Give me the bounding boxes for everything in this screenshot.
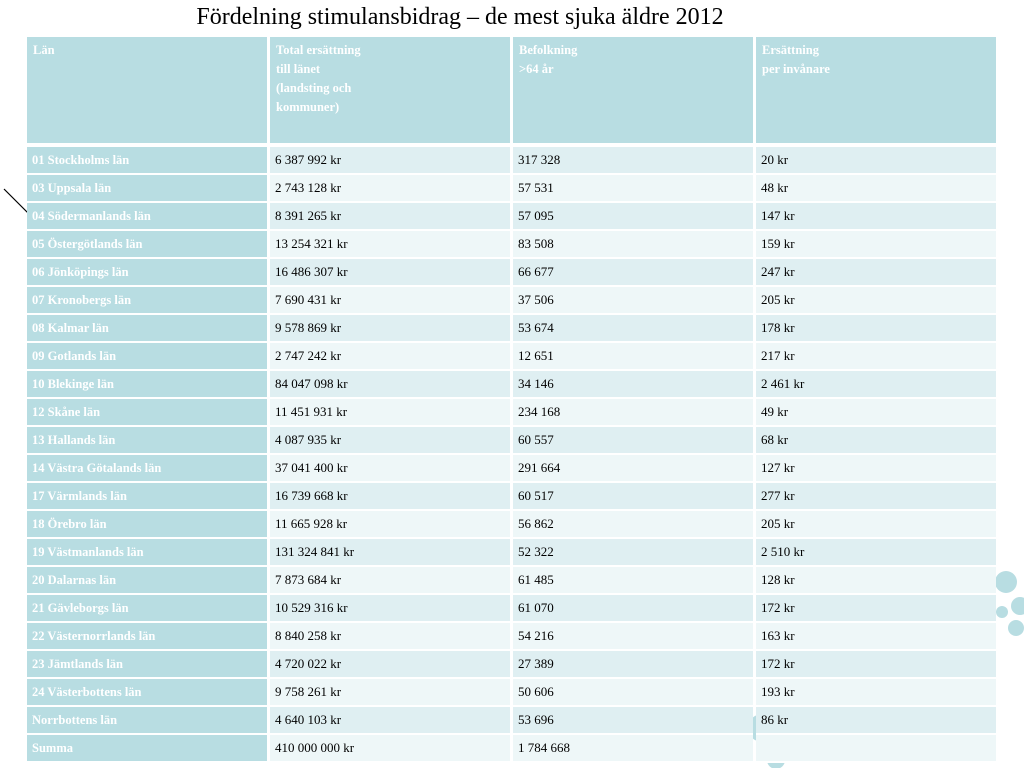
cell-befolkning: 54 216 — [513, 623, 753, 651]
table-row — [27, 735, 996, 763]
cell-befolkning: 50 606 — [513, 679, 753, 707]
cell-befolkning: 1 784 668 — [513, 735, 753, 763]
cell-total: 131 324 841 kr — [270, 539, 510, 567]
cell-lan: 24 Västerbottens län — [27, 679, 267, 707]
cell-lan: 10 Blekinge län — [27, 371, 267, 399]
cell-befolkning: 53 674 — [513, 315, 753, 343]
column-header-total — [270, 37, 510, 147]
table-row — [27, 287, 996, 315]
cell-lan: 13 Hallands län — [27, 427, 267, 455]
cell-lan: 03 Uppsala län — [27, 175, 267, 203]
header-line: Län — [33, 43, 55, 57]
cell-befolkning: 291 664 — [513, 455, 753, 483]
table-row — [27, 147, 996, 175]
cell-total: 11 665 928 kr — [270, 511, 510, 539]
cell-lan: 06 Jönköpings län — [27, 259, 267, 287]
cell-befolkning: 57 531 — [513, 175, 753, 203]
cell-per-invanare: 205 kr — [756, 511, 996, 539]
cell-lan: 04 Södermanlands län — [27, 203, 267, 231]
header-line: per invånare — [762, 62, 830, 76]
cell-per-invanare: 217 kr — [756, 343, 996, 371]
cell-lan: 21 Gävleborgs län — [27, 595, 267, 623]
cell-per-invanare: 172 kr — [756, 651, 996, 679]
cell-per-invanare: 163 kr — [756, 623, 996, 651]
cell-lan: 17 Värmlands län — [27, 483, 267, 511]
cell-lan: 12 Skåne län — [27, 399, 267, 427]
cell-lan: 22 Västernorrlands län — [27, 623, 267, 651]
cell-per-invanare: 193 kr — [756, 679, 996, 707]
column-header-per-invanare — [756, 37, 996, 147]
cell-befolkning: 60 517 — [513, 483, 753, 511]
cell-lan: 18 Örebro län — [27, 511, 267, 539]
header-line: Ersättning — [762, 43, 819, 57]
cell-befolkning: 57 095 — [513, 203, 753, 231]
cell-befolkning: 83 508 — [513, 231, 753, 259]
cell-total: 4 087 935 kr — [270, 427, 510, 455]
table-row — [27, 707, 996, 735]
cell-lan: 14 Västra Götalands län — [27, 455, 267, 483]
cell-per-invanare: 277 kr — [756, 483, 996, 511]
cell-total: 11 451 931 kr — [270, 399, 510, 427]
table-row — [27, 455, 996, 483]
cell-per-invanare: 48 kr — [756, 175, 996, 203]
table-row — [27, 315, 996, 343]
cell-per-invanare: 147 kr — [756, 203, 996, 231]
cell-total: 84 047 098 kr — [270, 371, 510, 399]
cell-per-invanare: 128 kr — [756, 567, 996, 595]
cell-befolkning: 66 677 — [513, 259, 753, 287]
header-line: Total ersättning — [276, 43, 361, 57]
header-line: (landsting och — [276, 81, 352, 95]
header-line: till länet — [276, 62, 321, 76]
cell-lan: 23 Jämtlands län — [27, 651, 267, 679]
cell-per-invanare: 159 kr — [756, 231, 996, 259]
cell-befolkning: 53 696 — [513, 707, 753, 735]
cell-total: 9 578 869 kr — [270, 315, 510, 343]
cell-befolkning: 61 485 — [513, 567, 753, 595]
cell-total: 37 041 400 kr — [270, 455, 510, 483]
cell-per-invanare: 68 kr — [756, 427, 996, 455]
cell-lan: 20 Dalarnas län — [27, 567, 267, 595]
cell-total: 2 743 128 kr — [270, 175, 510, 203]
cell-per-invanare: 247 kr — [756, 259, 996, 287]
table-row — [27, 623, 996, 651]
table-row — [27, 511, 996, 539]
table-row — [27, 399, 996, 427]
cell-total: 8 840 258 kr — [270, 623, 510, 651]
cell-total: 6 387 992 kr — [270, 147, 510, 175]
cell-per-invanare: 172 kr — [756, 595, 996, 623]
cell-befolkning: 34 146 — [513, 371, 753, 399]
column-header-lan — [27, 37, 267, 147]
cell-per-invanare — [756, 735, 996, 763]
table-row — [27, 539, 996, 567]
cell-lan: 09 Gotlands län — [27, 343, 267, 371]
table-row — [27, 679, 996, 707]
cell-per-invanare: 49 kr — [756, 399, 996, 427]
cell-befolkning: 317 328 — [513, 147, 753, 175]
cell-total: 9 758 261 kr — [270, 679, 510, 707]
cell-total: 4 640 103 kr — [270, 707, 510, 735]
cell-total: 410 000 000 kr — [270, 735, 510, 763]
table-header-row — [27, 37, 996, 147]
cell-lan: 19 Västmanlands län — [27, 539, 267, 567]
cell-befolkning: 12 651 — [513, 343, 753, 371]
cell-per-invanare: 205 kr — [756, 287, 996, 315]
table-row — [27, 343, 996, 371]
header-line: kommuner) — [276, 100, 340, 114]
cell-befolkning: 27 389 — [513, 651, 753, 679]
table-row — [27, 567, 996, 595]
table-row — [27, 231, 996, 259]
cell-total: 2 747 242 kr — [270, 343, 510, 371]
table-row — [27, 483, 996, 511]
header-line: Befolkning — [519, 43, 578, 57]
cell-per-invanare: 20 kr — [756, 147, 996, 175]
cell-per-invanare: 86 kr — [756, 707, 996, 735]
table-row — [27, 595, 996, 623]
cell-total: 7 873 684 kr — [270, 567, 510, 595]
cell-befolkning: 37 506 — [513, 287, 753, 315]
cell-total: 4 720 022 kr — [270, 651, 510, 679]
cell-lan: 08 Kalmar län — [27, 315, 267, 343]
table-row — [27, 203, 996, 231]
cell-befolkning: 56 862 — [513, 511, 753, 539]
cell-lan: 01 Stockholms län — [27, 147, 267, 175]
cell-lan: Norrbottens län — [27, 707, 267, 735]
cell-per-invanare: 2 510 kr — [756, 539, 996, 567]
cell-lan: Summa — [27, 735, 267, 763]
table-row — [27, 651, 996, 679]
table-row — [27, 371, 996, 399]
stimulansbidrag-table — [24, 37, 999, 763]
cell-total: 16 739 668 kr — [270, 483, 510, 511]
cell-befolkning: 60 557 — [513, 427, 753, 455]
cell-per-invanare: 2 461 kr — [756, 371, 996, 399]
cell-befolkning: 61 070 — [513, 595, 753, 623]
cell-total: 16 486 307 kr — [270, 259, 510, 287]
cell-lan: 05 Östergötlands län — [27, 231, 267, 259]
column-header-befolkning — [513, 37, 753, 147]
table-row — [27, 259, 996, 287]
cell-per-invanare: 178 kr — [756, 315, 996, 343]
cell-per-invanare: 127 kr — [756, 455, 996, 483]
cell-lan: 07 Kronobergs län — [27, 287, 267, 315]
cell-total: 8 391 265 kr — [270, 203, 510, 231]
cell-total: 7 690 431 kr — [270, 287, 510, 315]
table-row — [27, 175, 996, 203]
cell-befolkning: 52 322 — [513, 539, 753, 567]
header-line: >64 år — [519, 62, 554, 76]
table-row — [27, 427, 996, 455]
page-title: Fördelning stimulansbidrag – de mest sjuka äldre 2012 — [196, 4, 724, 30]
cell-total: 10 529 316 kr — [270, 595, 510, 623]
cell-total: 13 254 321 kr — [270, 231, 510, 259]
cell-befolkning: 234 168 — [513, 399, 753, 427]
